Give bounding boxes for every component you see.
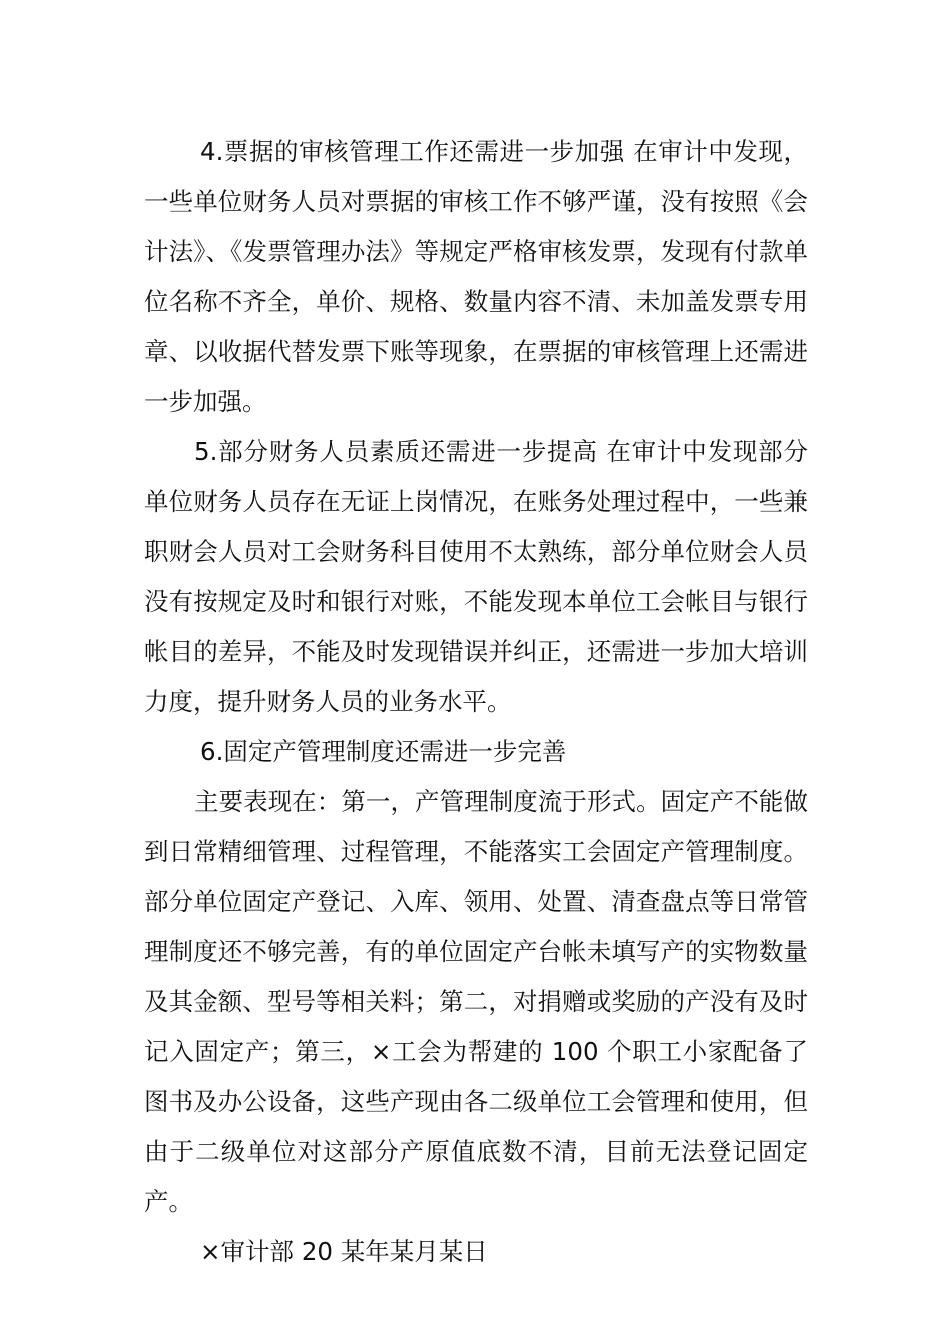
- paragraph-heading-6: 6.固定产管理制度还需进一步完善: [200, 737, 567, 766]
- paragraph-item-5: 5.部分财务人员素质还需进一步提高 在审计中发现部分单位财务人员存在无证上岗情况，在账务处理过程中，一些兼职财会人员对工会财务科目使用不太熟练，部分单位财会人员没有按规定及时和银行对账，不能发现本单位工会帐目与银行帐目的差异，不能及时发现错误并纠正，还需进一步加大培训力度，提升财务人员的业务水平。: [144, 437, 808, 716]
- signature-line: ×审计部 20 某年某月某日: [200, 1237, 488, 1266]
- paragraph-item-6-body: 主要表现在：第一，产管理制度流于形式。固定产不能做到日常精细管理、过程管理，不能落实工会固定产管理制度。部分单位固定产登记、入库、领用、处置、清查盘点等日常管理制度还不够完善，有的单位固定产台帐未填写产的实物数量及其金额、型号等相关料；第二，对捐赠或奖励的产没有及时记入固定产；第三，×工会为帮建的 100 个职工小家配备了图书及办公设备，这些产现由各二级单位工会管理和使用，但由于二级单位对这部分产原值底数不清，目前无法登记固定产。: [144, 787, 808, 1216]
- paragraph-item-4: 4.票据的审核管理工作还需进一步加强 在审计中发现，一些单位财务人员对票据的审核工作不够严谨，没有按照《会计法》、《发票管理办法》等规定严格审核发票，发现有付款单位名称不齐全，单价、规格、数量内容不清、未加盖发票专用章、以收据代替发票下账等现象，在票据的审核管理上还需进一步加强。: [144, 137, 808, 416]
- document-body: [144, 127, 808, 1277]
